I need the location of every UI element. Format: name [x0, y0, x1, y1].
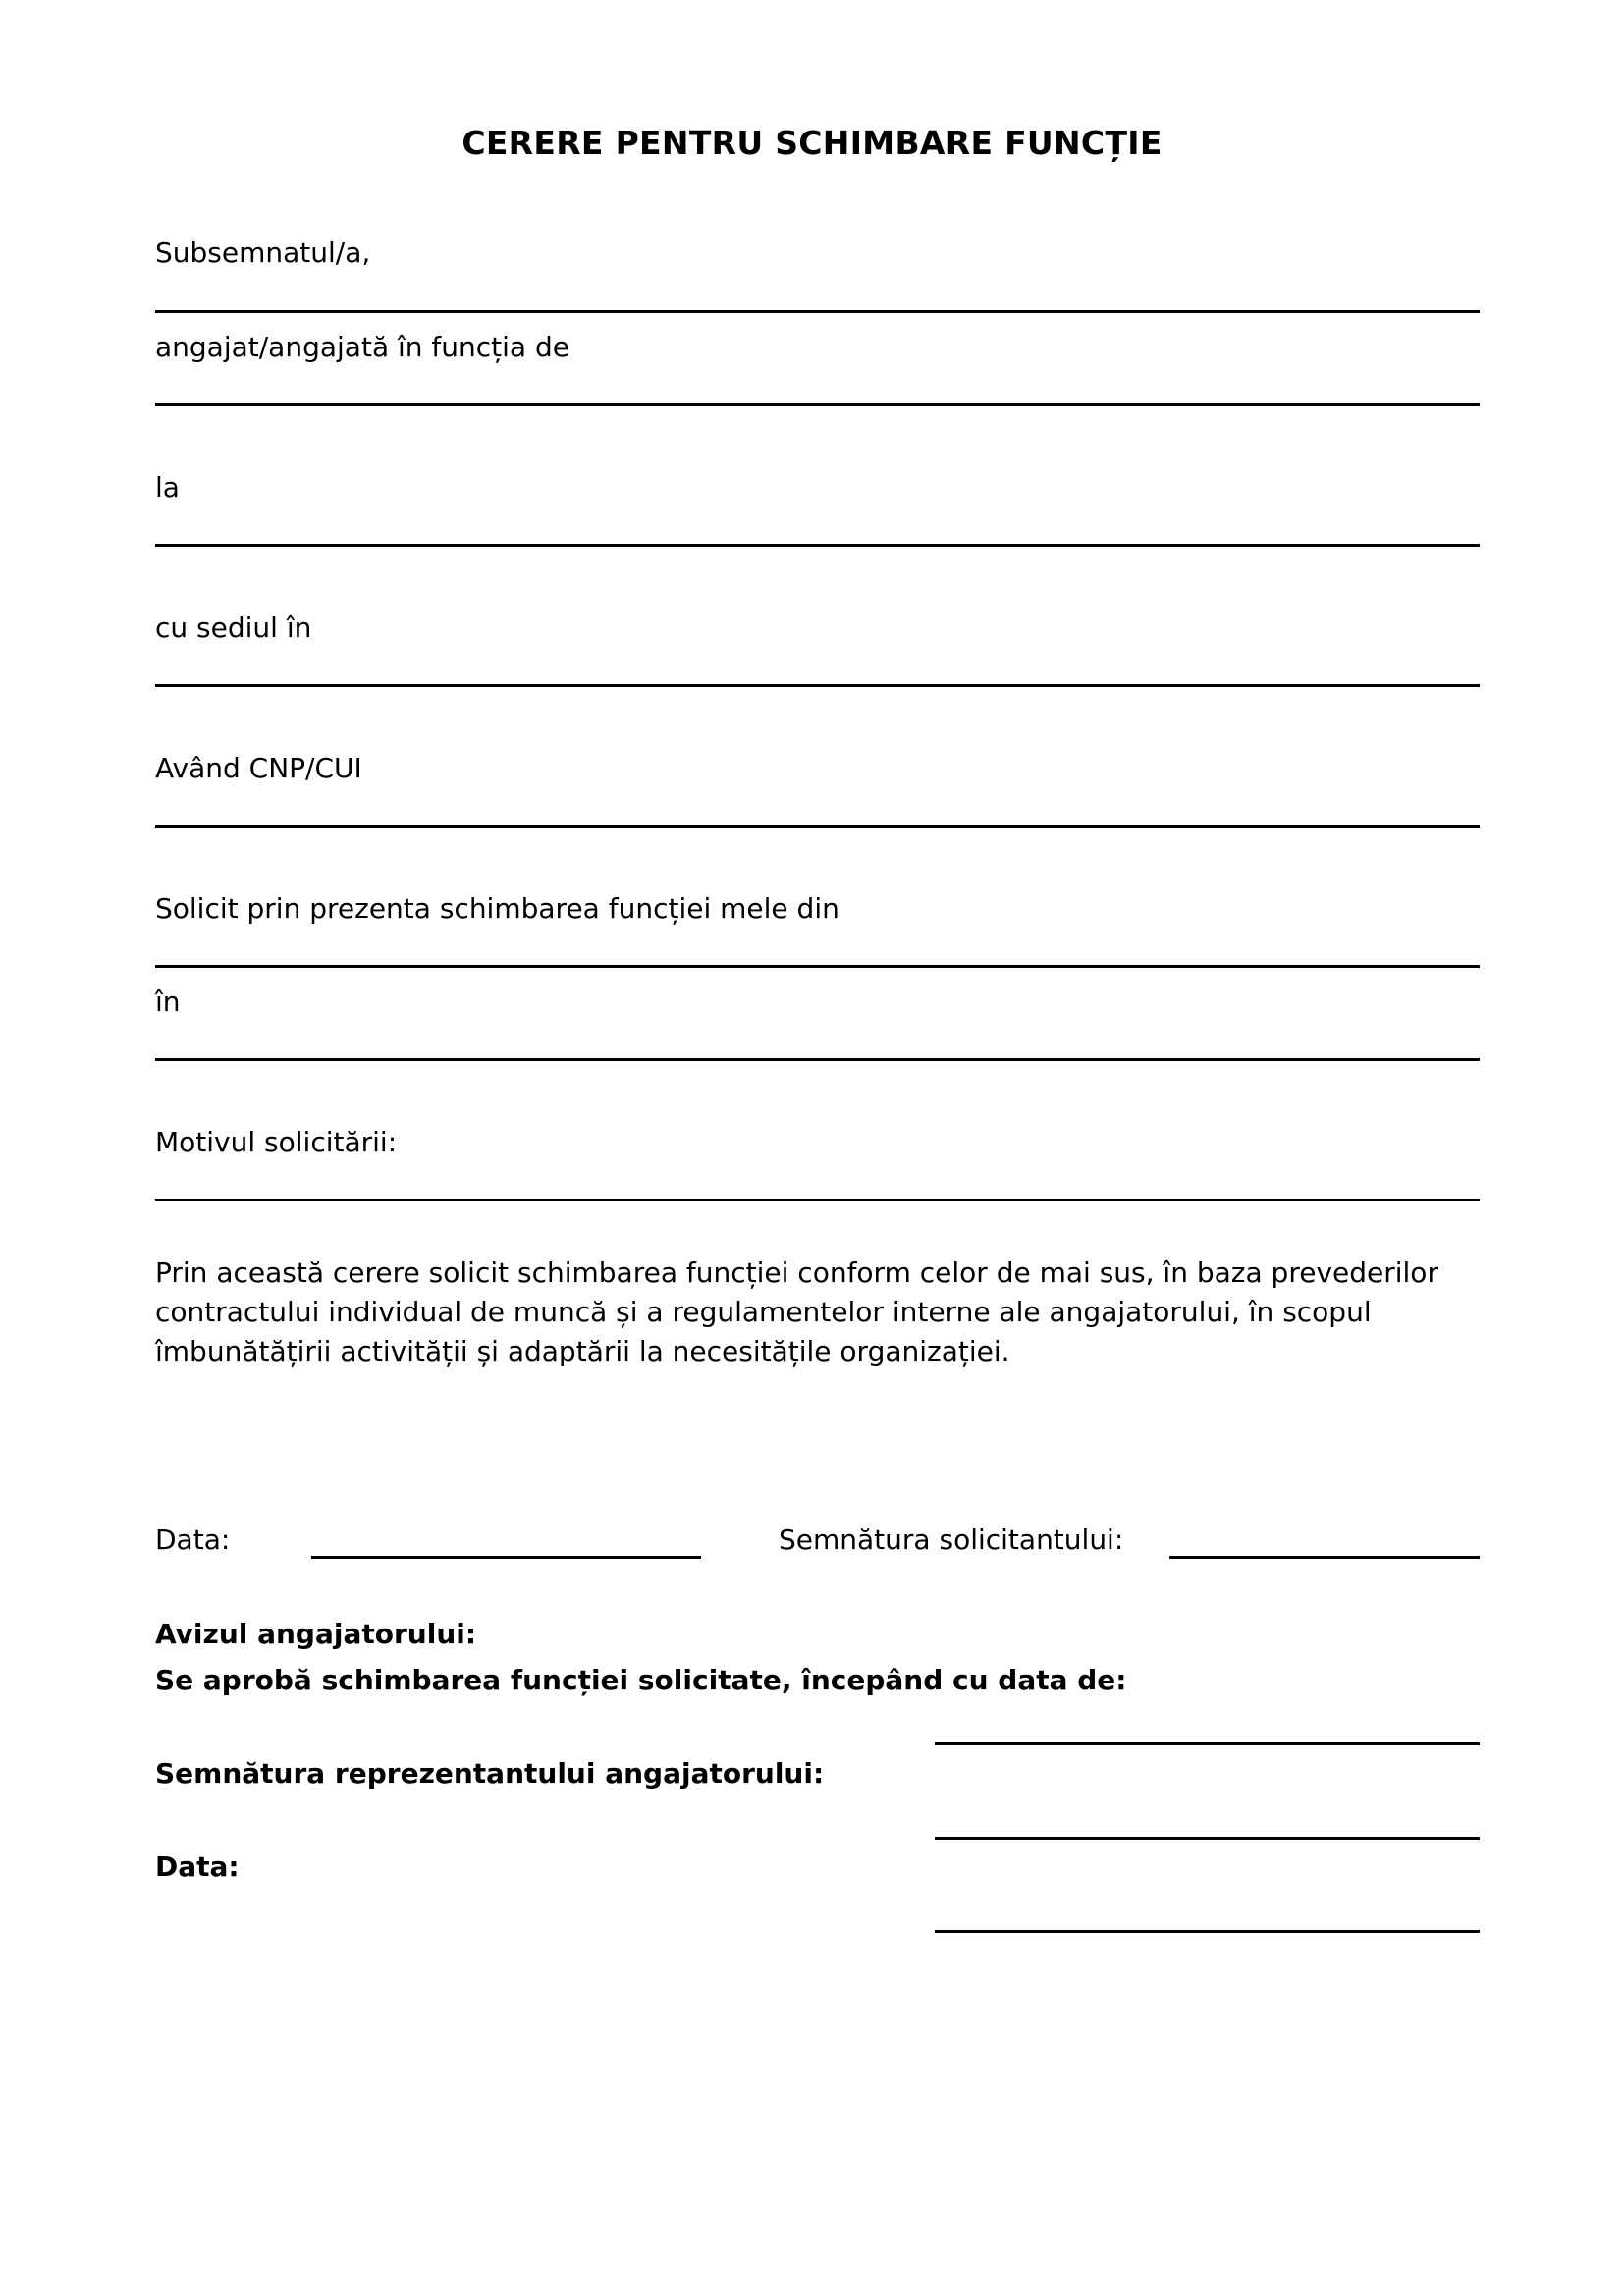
cnp-label: Având CNP/CUI [155, 752, 362, 784]
semnatura-reprezentant-label: Semnătura reprezentantului angajatorului: [155, 1757, 825, 1789]
functia-label: angajat/angajată în funcția de [155, 331, 569, 363]
solicit-din-label: Solicit prin prezenta schimbarea funcției mele din [155, 892, 839, 925]
la-label: la [155, 471, 180, 504]
semnatura-solicitant-line[interactable] [1169, 1556, 1480, 1559]
sediu-label: cu sediul în [155, 612, 312, 644]
avizul-angajatorului-heading: Avizul angajatorului: [155, 1618, 477, 1650]
aproba-data-line[interactable] [935, 1742, 1480, 1745]
data-line[interactable] [311, 1556, 701, 1559]
document-title: CERERE PENTRU SCHIMBARE FUNCȚIE [461, 124, 1163, 162]
sediu-line[interactable] [155, 684, 1480, 687]
in-label: în [155, 986, 181, 1018]
functia-line[interactable] [155, 403, 1480, 406]
aproba-label: Se aprobă schimbarea funcției solicitate, începând cu data de: [155, 1664, 1127, 1696]
subsemnatul-label: Subsemnatul/a, [155, 237, 371, 269]
employer-data-label: Data: [155, 1850, 240, 1883]
in-line[interactable] [155, 1058, 1480, 1061]
semnatura-reprezentant-line[interactable] [935, 1837, 1480, 1840]
subsemnatul-line[interactable] [155, 310, 1480, 313]
solicit-din-line[interactable] [155, 965, 1480, 968]
data-label: Data: [155, 1523, 231, 1556]
la-line[interactable] [155, 544, 1480, 547]
employer-data-line[interactable] [935, 1930, 1480, 1933]
body-paragraph: Prin această cerere solicit schimbarea funcției conform celor de mai sus, în baza prevederilor contractului individual de muncă și a regulamentelor interne ale angajatorului, în scopul îmbunătățirii activității și adaptării la necesitățile organizației. [155, 1256, 1438, 1367]
motivul-line[interactable] [155, 1199, 1480, 1201]
motivul-label: Motivul solicitării: [155, 1126, 398, 1158]
semnatura-solicitant-label: Semnătura solicitantului: [779, 1523, 1124, 1556]
cnp-line[interactable] [155, 825, 1480, 828]
